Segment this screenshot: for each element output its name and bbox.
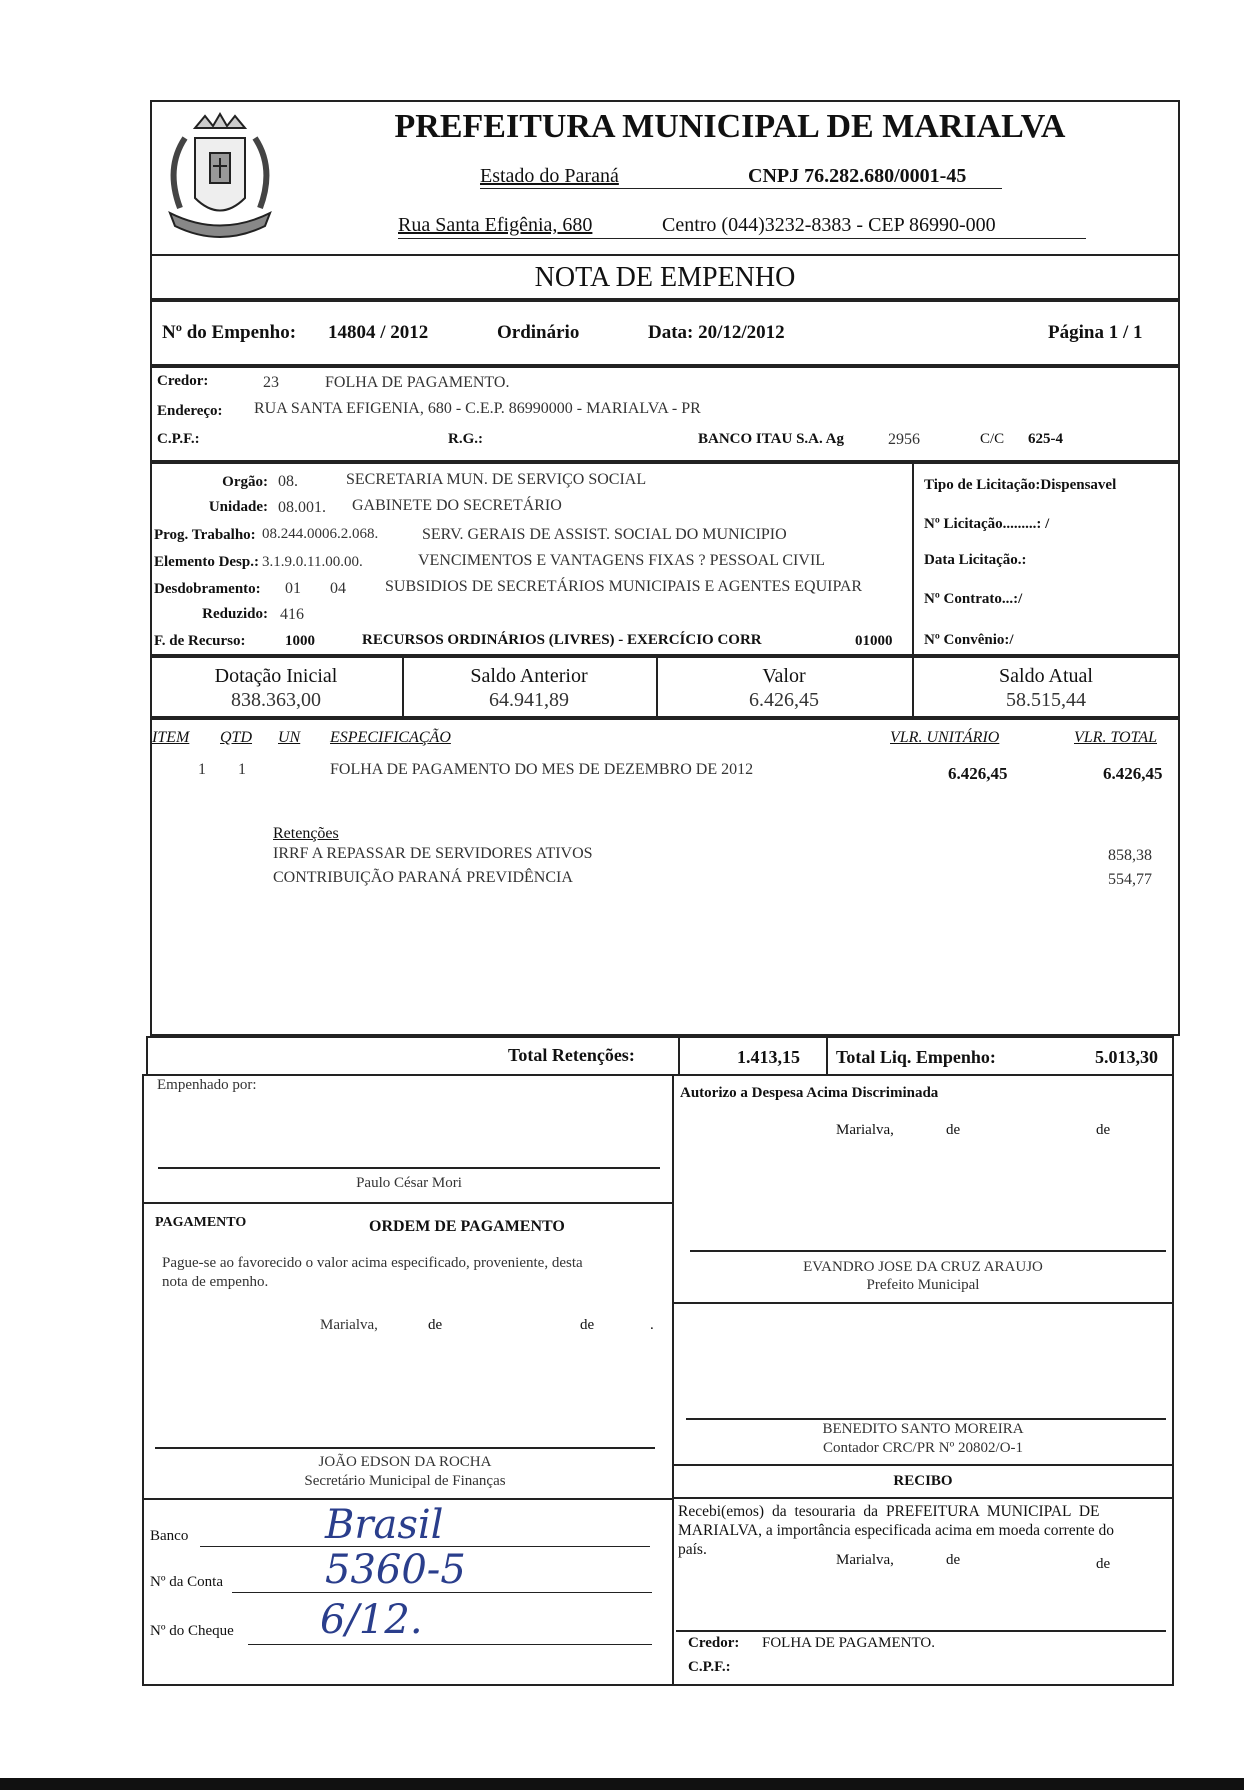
saldo-anterior-value: 64.941,89 xyxy=(489,689,569,711)
totals-row xyxy=(146,1036,1174,1076)
col-especificacao: ESPECIFICAÇÃO xyxy=(330,729,451,746)
col-qtd: QTD xyxy=(220,729,253,746)
contador-nome: BENEDITO SANTO MOREIRA xyxy=(822,1421,1024,1437)
page-title: PREFEITURA MUNICIPAL DE MARIALVA xyxy=(394,108,1066,145)
banco-handwritten: Brasil xyxy=(325,1502,444,1548)
recibo-marialva: Marialva, xyxy=(836,1552,894,1568)
dotacao-inicial-label: Dotação Inicial xyxy=(214,665,338,687)
reduzido-label: Reduzido: xyxy=(202,606,268,622)
prog-desc: SERV. GERAIS DE ASSIST. SOCIAL DO MUNICIPIO xyxy=(422,526,787,543)
credor-name: FOLHA DE PAGAMENTO. xyxy=(325,374,510,391)
pague-line-2: nota de empenho. xyxy=(162,1274,269,1290)
numero-licitacao: Nº Licitação.........: / xyxy=(924,516,1050,532)
recibo-credor-value: FOLHA DE PAGAMENTO. xyxy=(762,1635,935,1651)
desdobramento-desc: SUBSIDIOS DE SECRETÁRIOS MUNICIPAIS E AGENTES EQUIPAR xyxy=(385,578,863,595)
recibo-line-2: MARIALVA, a importância especificada acima em moeda corrente do xyxy=(678,1522,1114,1539)
orgao-desc: SECRETARIA MUN. DE SERVIÇO SOCIAL xyxy=(346,471,647,488)
numero-convenio: Nº Convênio:/ xyxy=(924,632,1014,648)
recibo-credor-label: Credor: xyxy=(688,1635,740,1651)
autorizo-marialva: Marialva, xyxy=(836,1122,894,1138)
orgao-code: 08. xyxy=(278,473,298,490)
prog-label: Prog. Trabalho: xyxy=(154,527,256,543)
retencao-1-desc: IRRF A REPASSAR DE SERVIDORES ATIVOS xyxy=(273,845,593,862)
document-title: NOTA DE EMPENHO xyxy=(534,262,796,293)
item-desc: FOLHA DE PAGAMENTO DO MES DE DEZEMBRO DE 2012 xyxy=(330,761,754,778)
total-retencoes-label: Total Retenções: xyxy=(508,1045,635,1065)
contador-cargo: Contador CRC/PR Nº 20802/O-1 xyxy=(822,1440,1024,1456)
conta-field-label: Nº da Conta xyxy=(150,1574,223,1590)
cheque-field-line xyxy=(248,1644,652,1645)
bottom-box xyxy=(142,1074,1174,1686)
unidade-code: 08.001. xyxy=(278,499,326,516)
saldo-anterior-label: Saldo Anterior xyxy=(470,665,588,687)
desdobramento-label: Desdobramento: xyxy=(154,581,261,597)
recibo-line-3: país. xyxy=(678,1541,707,1558)
credor-code: 23 xyxy=(263,374,279,391)
credor-signature-line xyxy=(676,1630,1166,1632)
state-label: Estado do Paraná xyxy=(480,165,619,187)
retencao-2-desc: CONTRIBUIÇÃO PARANÁ PREVIDÊNCIA xyxy=(273,869,573,886)
recurso-code-2: 01000 xyxy=(855,633,893,649)
empenhado-por-label: Empenhado por: xyxy=(157,1077,257,1093)
autorizo-label: Autorizo a Despesa Acima Discriminada xyxy=(680,1085,939,1101)
retencao-2-value: 554,77 xyxy=(1108,871,1152,888)
cheque-field-label: Nº do Cheque xyxy=(150,1623,234,1639)
autorizo-de-2: de xyxy=(1096,1122,1111,1138)
cnpj-label: CNPJ 76.282.680/0001-45 xyxy=(748,165,967,187)
elemento-desc: VENCIMENTOS E VANTAGENS FIXAS ? PESSOAL CIVIL xyxy=(418,552,826,569)
empenhado-signature-line xyxy=(158,1167,660,1169)
prog-code: 08.244.0006.2.068. xyxy=(262,526,379,542)
header-divider xyxy=(150,254,1180,256)
tipo-licitacao: Tipo de Licitação:Dispensavel xyxy=(924,477,1117,493)
cpf-label: C.P.F.: xyxy=(157,431,200,447)
prefeito-signature-line xyxy=(690,1250,1166,1252)
unidade-desc: GABINETE DO SECRETÁRIO xyxy=(352,497,562,514)
desdobramento-code-1: 01 xyxy=(285,580,301,597)
secretario-signature-line xyxy=(155,1447,655,1449)
cheque-handwritten: 6/12. xyxy=(320,1597,423,1643)
pagamento-marialva: Marialva, xyxy=(320,1317,378,1333)
numero-contrato: Nº Contrato...:/ xyxy=(924,591,1023,607)
elemento-label: Elemento Desp.: xyxy=(154,554,259,570)
orgao-label: Orgão: xyxy=(222,474,268,490)
empenho-type: Ordinário xyxy=(497,322,580,343)
valor-value: 6.426,45 xyxy=(749,689,819,711)
endereco-label: Endereço: xyxy=(157,403,223,419)
pagamento-de-1: de xyxy=(428,1317,443,1333)
rg-label: R.G.: xyxy=(448,431,483,447)
total-liquido-label: Total Liq. Empenho: xyxy=(836,1047,996,1067)
prefeito-nome: EVANDRO JOSE DA CRUZ ARAUJO xyxy=(803,1259,1043,1275)
total-retencoes-value: 1.413,15 xyxy=(737,1047,800,1067)
pagamento-label: PAGAMENTO xyxy=(155,1215,247,1230)
data-licitacao: Data Licitação.: xyxy=(924,552,1027,568)
prefeito-cargo: Prefeito Municipal xyxy=(866,1277,980,1293)
empenho-number-value: 14804 / 2012 xyxy=(328,322,429,343)
recibo-divider xyxy=(672,1464,1174,1466)
ordem-pagamento-label: ORDEM DE PAGAMENTO xyxy=(369,1218,565,1235)
pagamento-de-2: de xyxy=(580,1317,595,1333)
prefeito-divider xyxy=(672,1302,1174,1304)
totals-divider-2 xyxy=(826,1036,828,1076)
address-underline xyxy=(398,238,1086,239)
secretario-nome: JOÃO EDSON DA ROCHA xyxy=(318,1454,492,1470)
saldo-atual-value: 58.515,44 xyxy=(1006,689,1086,711)
agencia-value: 2956 xyxy=(888,431,920,448)
recibo-line-1: Recebi(emos) da tesouraria da PREFEITURA MUNICIPAL DE xyxy=(678,1503,1100,1520)
street-label: Rua Santa Efigênia, 680 xyxy=(398,214,593,236)
pagamento-divider xyxy=(142,1202,672,1204)
elemento-code: 3.1.9.0.11.00.00. xyxy=(262,554,363,570)
dotacao-divider xyxy=(912,462,914,656)
retencoes-title: Retenções xyxy=(273,825,339,842)
unidade-label: Unidade: xyxy=(208,499,268,515)
pagamento-dot: . xyxy=(650,1317,654,1333)
autorizo-de-1: de xyxy=(946,1122,961,1138)
conta-handwritten: 5360-5 xyxy=(325,1547,466,1593)
recurso-desc: RECURSOS ORDINÁRIOS (LIVRES) - EXERCÍCIO CORR xyxy=(362,632,762,648)
item-number: 1 xyxy=(198,761,206,778)
bank-divider xyxy=(142,1498,672,1500)
page-number: Página 1 / 1 xyxy=(1048,322,1143,343)
recibo-de-1: de xyxy=(946,1552,961,1568)
col-un: UN xyxy=(278,729,301,746)
valor-label: Valor xyxy=(762,665,806,687)
cc-label: C/C xyxy=(980,431,1005,447)
endereco-value: RUA SANTA EFIGENIA, 680 - C.E.P. 86990000 - MARIALVA - PR xyxy=(254,400,701,417)
scan-edge-bar xyxy=(0,1778,1244,1790)
recibo-cpf-label: C.P.F.: xyxy=(688,1659,731,1675)
address-label: Centro (044)3232-8383 - CEP 86990-000 xyxy=(662,214,996,236)
banco-field-label: Banco xyxy=(150,1528,189,1544)
bottom-divider xyxy=(672,1074,674,1686)
dotacao-inicial-value: 838.363,00 xyxy=(231,689,321,711)
empenhado-nome: Paulo César Mori xyxy=(356,1175,462,1191)
col-vlr-total: VLR. TOTAL xyxy=(1074,729,1157,746)
recurso-label: F. de Recurso: xyxy=(154,633,246,649)
banco-label: BANCO ITAU S.A. Ag xyxy=(698,431,844,447)
pague-line-1: Pague-se ao favorecido o valor acima especificado, proveniente, desta xyxy=(162,1255,583,1271)
state-underline xyxy=(480,188,1002,189)
reduzido-value: 416 xyxy=(280,606,304,623)
item-unit-value: 6.426,45 xyxy=(948,764,1008,783)
col-item: ITEM xyxy=(152,729,190,746)
saldo-atual-label: Saldo Atual xyxy=(999,665,1093,687)
totals-divider-1 xyxy=(678,1036,680,1076)
cc-value: 625-4 xyxy=(1028,431,1063,447)
item-total-value: 6.426,45 xyxy=(1103,764,1163,783)
coat-of-arms-logo xyxy=(155,108,285,248)
contador-signature-line xyxy=(686,1418,1166,1420)
total-liquido-value: 5.013,30 xyxy=(1095,1047,1158,1067)
recurso-code: 1000 xyxy=(285,633,315,649)
retencao-1-value: 858,38 xyxy=(1108,847,1152,864)
recibo-title-divider xyxy=(672,1497,1174,1499)
empenho-date: Data: 20/12/2012 xyxy=(648,322,785,343)
recibo-de-2: de xyxy=(1096,1556,1111,1572)
secretario-cargo: Secretário Municipal de Finanças xyxy=(304,1473,506,1489)
empenho-number-label: Nº do Empenho: xyxy=(162,322,297,343)
recibo-title: RECIBO xyxy=(893,1473,953,1489)
desdobramento-code-2: 04 xyxy=(330,580,346,597)
col-vlr-unitario: VLR. UNITÁRIO xyxy=(890,729,1000,746)
item-qtd: 1 xyxy=(238,761,246,778)
credor-label: Credor: xyxy=(157,373,209,389)
